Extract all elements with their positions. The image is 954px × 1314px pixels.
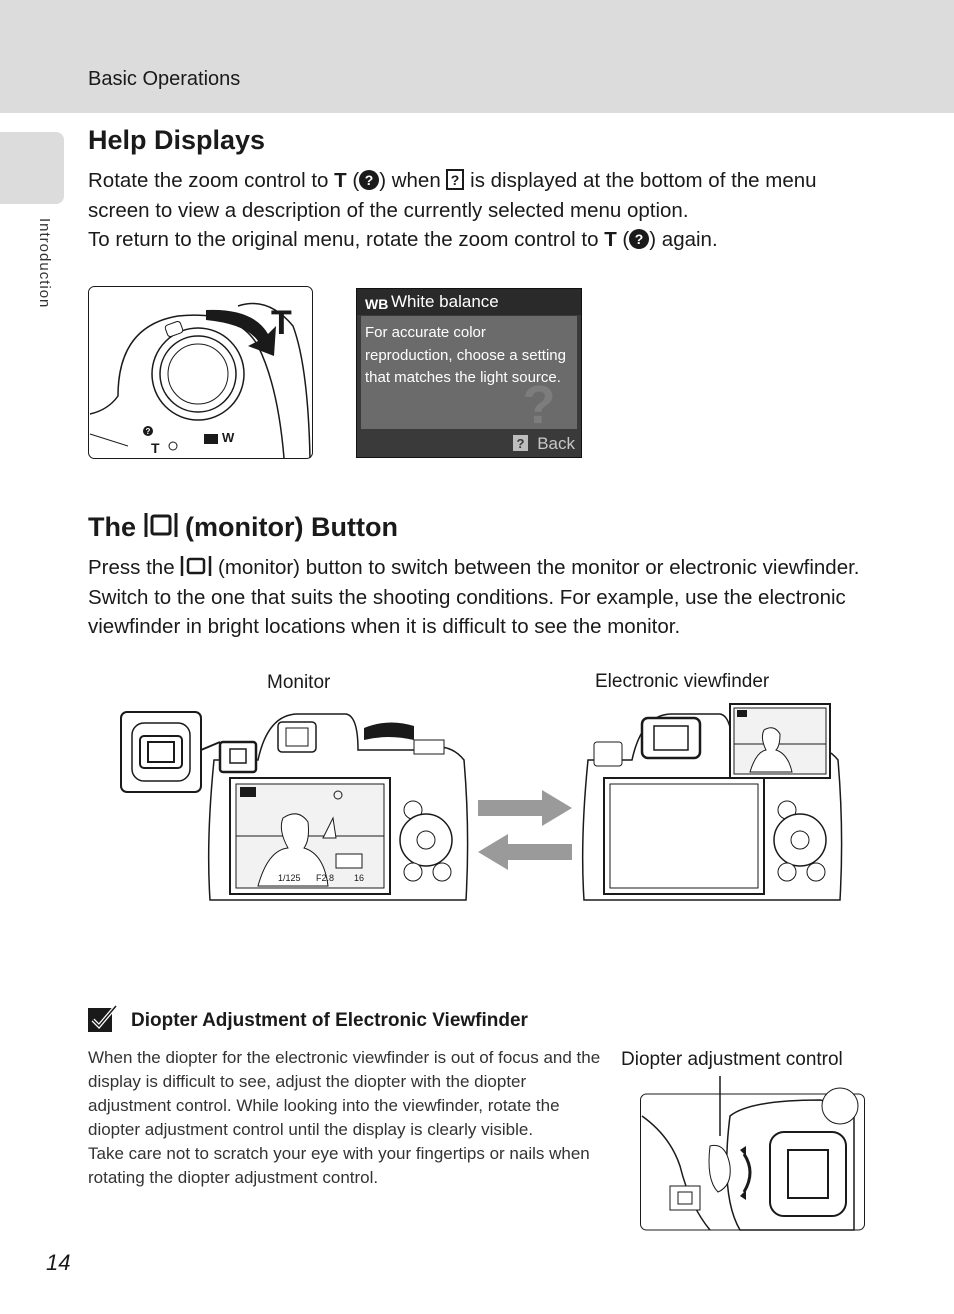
diopter-drawing	[640, 1076, 866, 1232]
note-text-2: Take care not to scratch your eye with your fingertips or nails when rotating the diopter adjustment control.	[88, 1144, 590, 1187]
evf-label: Electronic viewfinder	[595, 671, 770, 692]
note-text-1: When the diopter for the electronic viewfinder is out of focus and the display is difficult to see, adjust the diopter with the diopter adjustment control. While looking into the viewfinder, rotate the diopter adjustment control until the display is clearly visible.	[88, 1048, 601, 1139]
svg-text:?: ?	[145, 427, 151, 436]
zoom-w-label: W	[222, 430, 235, 445]
switch-arrows	[472, 790, 578, 870]
zoom-t-illustration: T	[271, 304, 292, 342]
arrow-left-icon	[478, 834, 572, 870]
help-text-1b: when	[386, 169, 447, 192]
camera-monitor-mode	[118, 700, 478, 910]
monitor-label: Monitor	[267, 672, 331, 693]
checkmark-note-icon	[88, 1004, 118, 1034]
diopter-control-label: Diopter adjustment control	[621, 1049, 843, 1070]
diopter-illustration	[640, 1076, 866, 1232]
monitor-heading-a: The	[88, 512, 144, 542]
help-box-icon	[446, 169, 464, 190]
page-header	[0, 0, 954, 113]
monitor-aperture-readout: F2.8	[316, 873, 335, 883]
monitor-text-b: (monitor) button to switch between the monitor or electronic viewfinder. Switch to the one that suits the shooting conditions. For example, use the electronic viewfinder in bright locations when it is difficult to see the monitor.	[88, 556, 860, 638]
lcd-help-screen	[356, 288, 582, 458]
help-text-1c: is displayed at the bottom of the menu screen to view a description of the currently selected menu option.	[88, 169, 817, 222]
monitor-button-heading	[88, 511, 398, 543]
svg-text:?: ?	[516, 436, 525, 451]
help-text-2a: To return to the original menu, rotate the zoom control to	[88, 228, 605, 251]
help-text-1a: Rotate the zoom control to	[88, 169, 335, 192]
monitor-shutter-readout: 1/125	[278, 873, 301, 883]
side-tab	[0, 132, 64, 204]
svg-text:?: ?	[364, 172, 374, 188]
monitor-heading-b: (monitor) Button	[177, 512, 398, 542]
lcd-description: For accurate color reproduction, choose a setting that matches the light source.	[365, 324, 566, 386]
monitor-text-a: Press the	[88, 556, 181, 579]
arrow-right-icon	[478, 790, 572, 826]
help-text-2b: again.	[656, 228, 718, 251]
monitor-button-icon	[144, 511, 178, 539]
monitor-shots-readout: 16	[354, 873, 365, 883]
camera-monitor-drawing	[118, 700, 478, 910]
note-title: Diopter Adjustment of Electronic Viewfinder	[131, 1010, 528, 1031]
zoom-t-label-2: T	[604, 228, 617, 251]
lcd-title: White balance	[391, 292, 499, 311]
white-balance-icon	[365, 294, 389, 312]
zoom-t-small: T	[151, 440, 160, 456]
note-text	[88, 1046, 603, 1190]
svg-text:?: ?	[451, 172, 460, 188]
svg-text:?: ?	[634, 231, 644, 247]
svg-text:?: ?	[522, 375, 556, 435]
lcd-back-label: Back	[537, 434, 575, 453]
help-circle-icon	[359, 170, 379, 190]
help-circle-icon-2	[629, 229, 649, 249]
side-tab-label: Introduction	[36, 218, 53, 309]
monitor-button-icon-inline	[180, 555, 212, 577]
help-paragraph: Rotate the zoom control to T ( ? ) when ? is displayed at the bottom of the menu screen to view a description of the currently selected menu option. To return to the original menu, rotate the zoom control to T ( ? ) again.	[88, 169, 817, 251]
help-displays-heading: Help Displays	[88, 125, 266, 155]
section-label: Basic Operations	[88, 68, 241, 90]
zoom-control-drawing	[88, 286, 314, 460]
svg-text:WB: WB	[365, 296, 389, 312]
camera-evf-mode	[580, 700, 846, 910]
camera-evf-drawing	[580, 700, 846, 910]
zoom-t-label: T	[334, 169, 347, 192]
page-number: 14	[46, 1250, 71, 1275]
monitor-paragraph	[88, 553, 878, 642]
zoom-control-illustration	[88, 286, 314, 460]
